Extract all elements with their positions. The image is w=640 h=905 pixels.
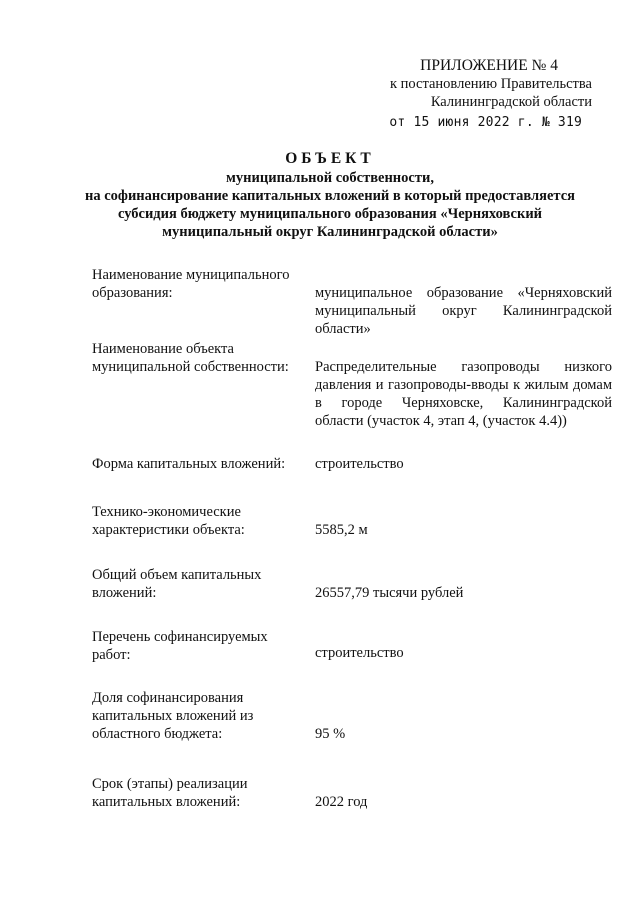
field-value: строительство	[315, 645, 404, 661]
field-value: 2022 год	[315, 794, 368, 810]
field-label	[92, 503, 312, 539]
title-line-2: на софинансирование капитальных вложений в который предоставляется	[85, 188, 575, 204]
field-label-line: Срок (этапы) реализации	[92, 776, 248, 792]
field-label-line: Форма капитальных вложений:	[92, 456, 286, 472]
field-label	[92, 689, 312, 743]
field-label-line: муниципальной собственности:	[92, 359, 289, 375]
appendix-region-line: Калининградской области	[430, 94, 592, 110]
document-title	[60, 150, 600, 241]
field-value: Распределительные газопроводы низкого давления и газопроводы-вводы к жилым домам в городе Черняховске, Калининградской области (участок 4, этап 4, (участок 4.4))	[315, 359, 612, 429]
field-label-line: Доля софинансирования	[92, 690, 244, 706]
title-line-3: субсидия бюджету муниципального образования «Черняховский	[117, 206, 543, 222]
field-value: 26557,79 тысячи рублей	[315, 585, 464, 601]
field-label-line: капитальных вложений из	[92, 708, 254, 724]
field-label-line: Наименование муниципального	[92, 267, 290, 283]
field-label-line: вложений:	[92, 585, 157, 601]
field-label	[92, 566, 312, 602]
field-value: 95 %	[315, 726, 346, 742]
appendix-header	[389, 57, 592, 132]
field-label-line: Наименование объекта	[92, 341, 234, 357]
field-label-line: Технико-экономические	[92, 504, 241, 520]
field-label-line: капитальных вложений:	[92, 794, 241, 810]
title-line-1: муниципальной собственности,	[226, 170, 434, 186]
field-label-line: работ:	[92, 647, 131, 663]
field-label	[92, 455, 312, 473]
field-label	[92, 266, 312, 302]
field-value: 5585,2 м	[315, 522, 368, 538]
field-label-line: Перечень софинансируемых	[92, 629, 268, 645]
field-label	[92, 340, 312, 376]
appendix-number: ПРИЛОЖЕНИЕ № 4	[420, 57, 558, 74]
field-label-line: областного бюджета:	[92, 726, 223, 742]
field-label	[92, 775, 312, 811]
field-value: строительство	[315, 456, 404, 472]
field-label-line: Общий объем капитальных	[92, 567, 262, 583]
title-line-4: муниципальный округ Калининградской области»	[162, 224, 498, 240]
field-label-line: образования:	[92, 285, 173, 301]
field-value: муниципальное образование «Черняховский муниципальный округ Калининградской области»	[315, 285, 612, 337]
appendix-resolution-line: к постановлению Правительства	[390, 76, 592, 92]
appendix-date-line: от 15 июня 2022 г. № 319	[389, 115, 582, 130]
field-label-line: характеристики объекта:	[92, 522, 245, 538]
field-label	[92, 628, 312, 664]
title-head: ОБЪЕКТ	[285, 150, 375, 167]
